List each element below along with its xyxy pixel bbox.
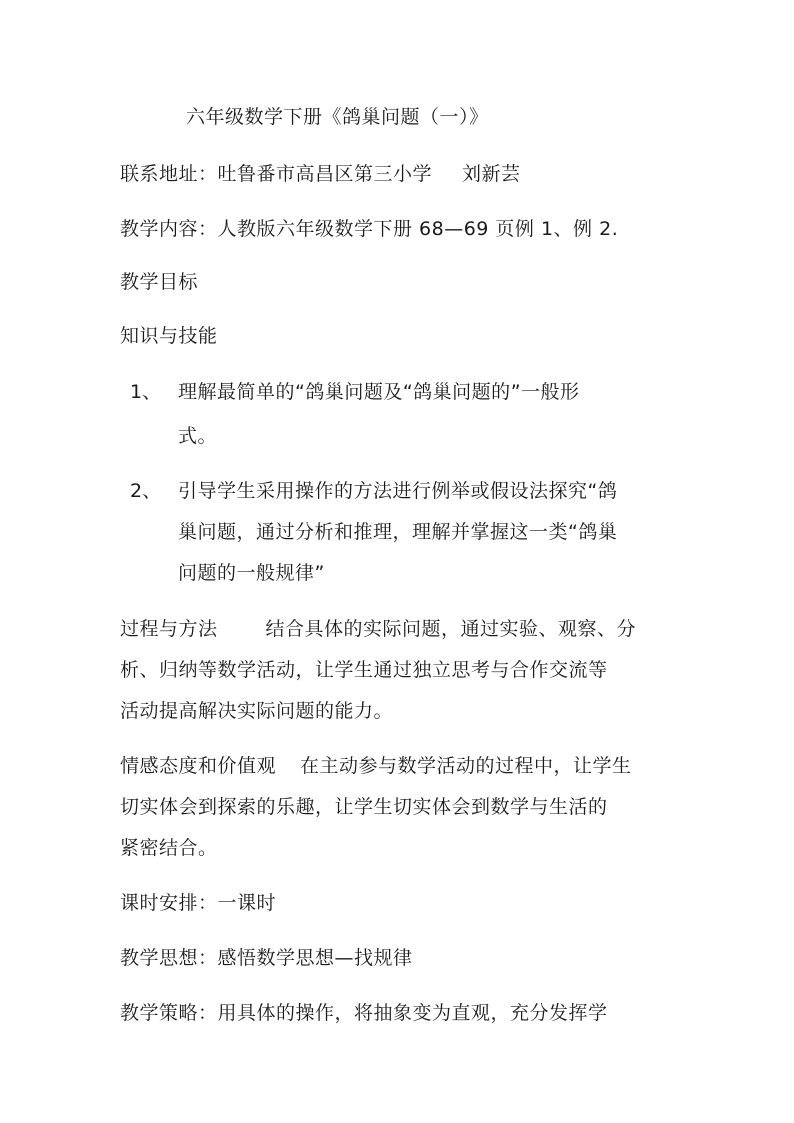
list-item-number: 1、 bbox=[130, 381, 162, 403]
schedule-line: 课时安排：一课时 bbox=[120, 892, 277, 914]
author-name: 刘新芸 bbox=[462, 163, 521, 185]
process-text: 结合具体的实际问题，通过实验、观察、分 bbox=[265, 618, 637, 640]
goals-heading: 教学目标 bbox=[120, 271, 199, 293]
thought-line: 教学思想：感悟数学思想—找规律 bbox=[120, 947, 413, 969]
emotion-paragraph-line: 紧密结合。 bbox=[120, 837, 218, 859]
emotion-label: 情感态度和价值观 bbox=[120, 755, 277, 777]
list-item-line: 式。 bbox=[178, 425, 218, 447]
content-line: 教学内容：人教版六年级数学下册 68—69 页例 1、例 2. bbox=[120, 218, 619, 240]
process-label: 过程与方法 bbox=[120, 618, 218, 640]
list-item-line: 问题的一般规律” bbox=[178, 562, 325, 584]
emotion-paragraph-line: 切实体会到探索的乐趣，让学生切实体会到数学与生活的 bbox=[120, 796, 608, 818]
list-item-line: 巢问题，通过分析和推理，理解并掌握这一类“鸽巢 bbox=[178, 521, 618, 543]
strategy-line: 教学策略：用具体的操作，将抽象变为直观，充分发挥学 bbox=[120, 1002, 608, 1024]
process-paragraph-line bbox=[120, 615, 636, 643]
address-label: 联系地址：吐鲁番市高昌区第三小学 bbox=[120, 163, 433, 185]
address-line bbox=[120, 160, 521, 188]
list-item-number: 2、 bbox=[130, 480, 162, 502]
knowledge-heading: 知识与技能 bbox=[120, 325, 218, 347]
document-title: 六年级数学下册《鸽巢问题（一）》 bbox=[186, 106, 489, 128]
list-item-line: 理解最简单的“鸽巢问题及“鸽巢问题的”一般形 bbox=[178, 381, 580, 403]
list-item-line: 引导学生采用操作的方法进行例举或假设法探究“鸽 bbox=[178, 480, 618, 502]
emotion-paragraph-line bbox=[120, 752, 632, 780]
process-paragraph-line: 析、归纳等数学活动，让学生通过独立思考与合作交流等 bbox=[120, 659, 608, 681]
emotion-text: 在主动参与数学活动的过程中，让学生 bbox=[300, 755, 632, 777]
process-paragraph-line: 活动提高解决实际问题的能力。 bbox=[120, 700, 394, 722]
